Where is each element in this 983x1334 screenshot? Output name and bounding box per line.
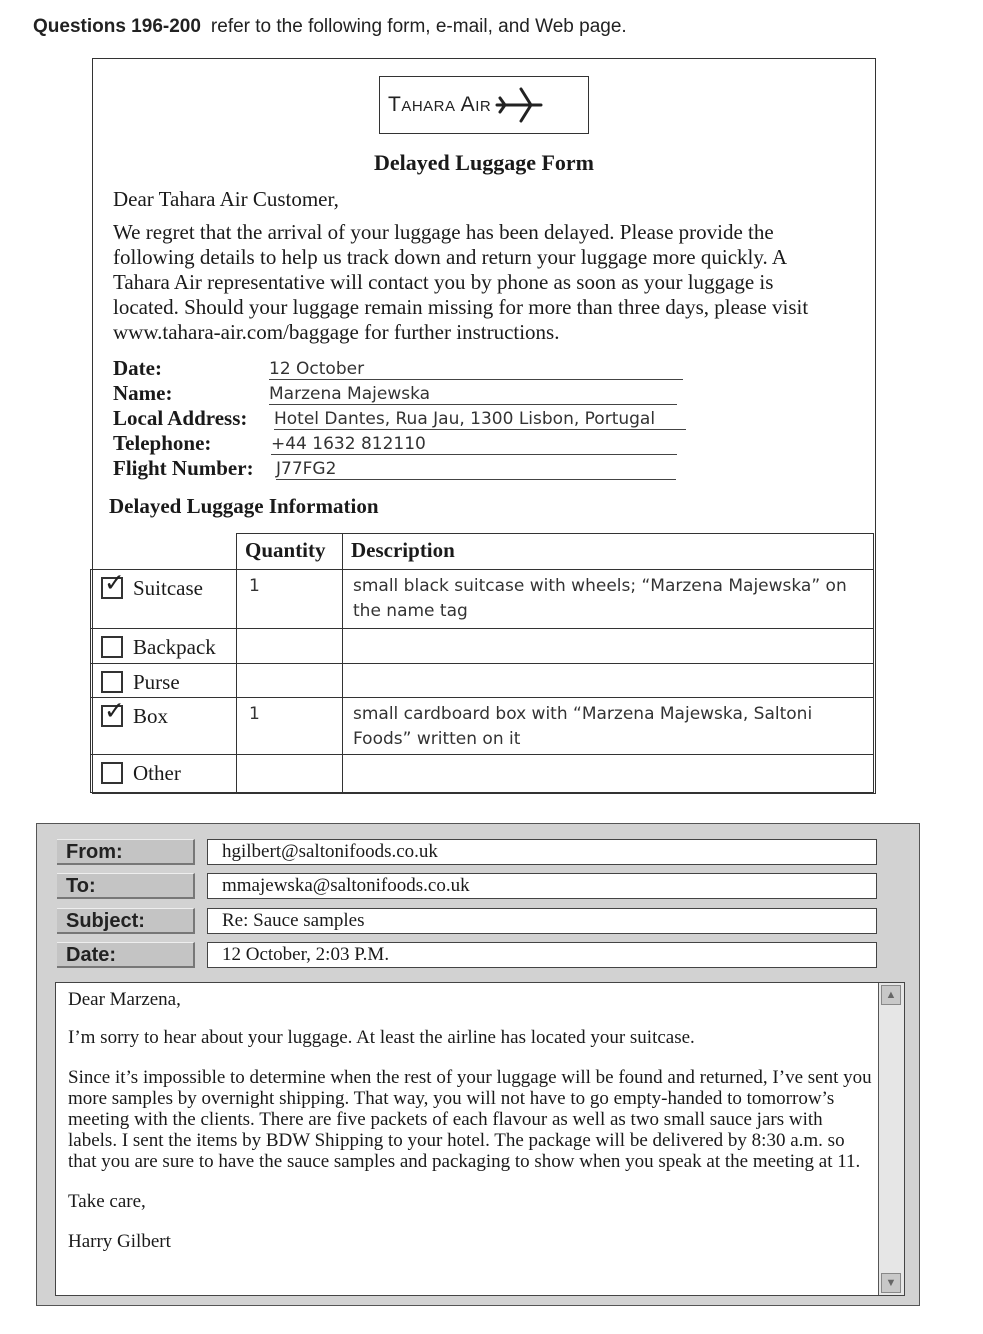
item-label: Other — [133, 761, 181, 785]
customer-fields — [113, 356, 793, 481]
name-row — [113, 381, 793, 406]
description-header: Description — [343, 534, 874, 570]
flight-label: Flight Number: — [113, 456, 254, 480]
subject-label: Subject: — [57, 908, 195, 934]
item-label: Suitcase — [133, 576, 203, 600]
email-body[interactable] — [55, 982, 905, 1296]
item-label: Purse — [133, 670, 180, 694]
to-label: To: — [57, 873, 195, 899]
quantity-cell — [237, 629, 343, 664]
scrollbar[interactable] — [878, 983, 904, 1295]
description-cell — [343, 664, 874, 698]
item-other — [91, 755, 237, 793]
check-icon: ✓ — [104, 568, 125, 597]
date-row — [113, 356, 793, 381]
table-row — [91, 629, 874, 664]
question-numbers: Questions 196-200 — [33, 16, 201, 37]
item-label: Backpack — [133, 635, 216, 659]
subject-field[interactable]: Re: Sauce samples — [207, 908, 877, 934]
flight-row — [113, 456, 793, 481]
quantity-cell: 1 — [237, 698, 343, 755]
table-row — [91, 570, 874, 629]
quantity-cell — [237, 664, 343, 698]
flight-value: J77FG2 — [276, 456, 676, 480]
description-cell — [343, 755, 874, 793]
date-label: Date: — [113, 356, 162, 380]
question-instruction: refer to the following form, e-mail, and Web page. — [210, 16, 627, 37]
telephone-value: +44 1632 812110 — [271, 431, 677, 455]
arrow-down-icon: ▼ — [885, 1276, 897, 1289]
email-paragraph-1: I’m sorry to hear about your luggage. At least the airline has located your suitcase. — [68, 1027, 695, 1048]
quantity-cell: 1 — [237, 570, 343, 629]
checkbox-unchecked[interactable] — [101, 762, 123, 784]
scroll-up-button[interactable] — [881, 985, 901, 1005]
address-label: Local Address: — [113, 406, 248, 430]
form-title: Delayed Luggage Form — [374, 150, 594, 175]
luggage-info-title: Delayed Luggage Information — [109, 494, 379, 518]
description-cell: small cardboard box with “Marzena Majewska, Saltoni Foods” written on it — [343, 698, 874, 755]
form-intro: We regret that the arrival of your luggage has been delayed. Please provide the following details to help us track down and return your luggage more quickly. A Tahara Air representative will contact you by phone as soon as your luggage is located. Should your luggage remain missing for more than three days, please visit www.tahara-air.com/baggage for further instructions. — [113, 220, 809, 344]
email-salutation: Dear Marzena, — [68, 989, 181, 1010]
email-window — [36, 823, 920, 1306]
scroll-down-button[interactable] — [881, 1273, 901, 1293]
quantity-header: Quantity — [237, 534, 343, 570]
description-cell: small black suitcase with wheels; “Marzena Majewska” on the name tag — [343, 570, 874, 629]
address-row — [113, 406, 793, 431]
from-field[interactable]: hgilbert@saltonifoods.co.uk — [207, 839, 877, 865]
checkbox-checked[interactable] — [101, 696, 125, 727]
quantity-cell — [237, 755, 343, 793]
table-row — [91, 755, 874, 793]
table-header-row — [91, 534, 874, 570]
item-backpack — [91, 629, 237, 664]
date-row — [57, 942, 879, 968]
email-text — [68, 989, 876, 1271]
checkbox-unchecked[interactable] — [101, 671, 123, 693]
airplane-icon — [495, 85, 545, 125]
email-paragraph-2: Since it’s impossible to determine when the rest of your luggage will be found and returned, I’ve sent you more samples by overnight shipping. That way, you will not have to go empty-handed to tomorrow’s meeting with the clients. There are five packets of each flavour as well as two small sauce jars with labels. I sent the items by BDW Shipping to your hotel. The package will be delivered by 8:30 a.m. so that you are sure to have the sauce samples and packaging to show when you speak at the meeting at 11. — [68, 1067, 872, 1172]
item-box — [91, 698, 237, 755]
to-field[interactable]: mmajewska@saltonifoods.co.uk — [207, 873, 877, 899]
item-label: Box — [133, 704, 169, 728]
date-label: Date: — [57, 942, 195, 968]
email-signature: Harry Gilbert — [68, 1231, 171, 1252]
name-value: Marzena Majewska — [269, 381, 677, 405]
checkbox-checked[interactable] — [101, 568, 125, 599]
email-closing: Take care, — [68, 1191, 146, 1212]
form-greeting: Dear Tahara Air Customer, — [113, 187, 339, 211]
subject-row — [57, 908, 879, 934]
item-purse — [91, 664, 237, 698]
table-header-empty — [91, 534, 237, 570]
from-label: From: — [57, 839, 195, 865]
check-icon: ✓ — [104, 696, 125, 725]
from-row — [57, 839, 879, 865]
checkbox-unchecked[interactable] — [101, 636, 123, 658]
date-field[interactable]: 12 October, 2:03 P.M. — [207, 942, 877, 968]
luggage-table — [90, 533, 874, 793]
logo-text: Tahara Air — [388, 93, 492, 116]
address-value: Hotel Dantes, Rua Jau, 1300 Lisbon, Portugal — [274, 406, 686, 430]
description-cell — [343, 629, 874, 664]
date-value: 12 October — [269, 356, 683, 380]
questions-header — [33, 16, 627, 38]
arrow-up-icon: ▲ — [885, 988, 897, 1001]
to-row — [57, 873, 879, 899]
telephone-label: Telephone: — [113, 431, 212, 455]
table-row — [91, 698, 874, 755]
telephone-row — [113, 431, 793, 456]
tahara-air-logo — [379, 76, 589, 134]
name-label: Name: — [113, 381, 173, 405]
table-row — [91, 664, 874, 698]
item-suitcase — [91, 570, 237, 629]
